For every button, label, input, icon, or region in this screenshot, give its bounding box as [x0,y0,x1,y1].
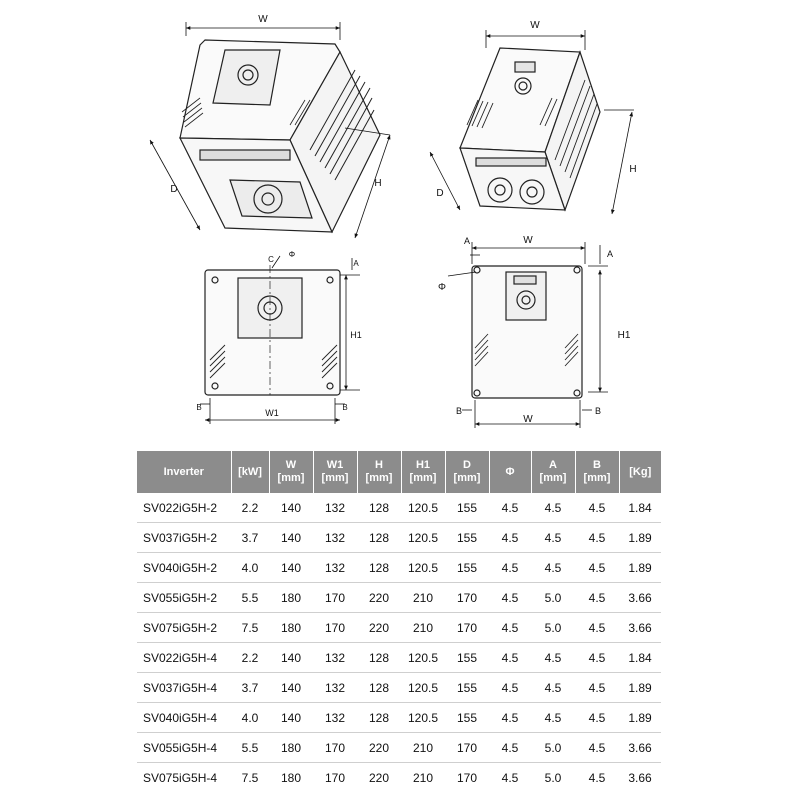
value-cell: 210 [401,583,445,613]
value-cell: 1.84 [619,493,661,523]
value-cell: 1.89 [619,673,661,703]
value-cell: 132 [313,523,357,553]
label-w-top-bottom-right: W [523,235,533,246]
model-cell: SV055iG5H-2 [137,583,231,613]
column-header-label: D [463,459,471,471]
value-cell: 132 [313,553,357,583]
value-cell: 220 [368,770,390,785]
column-header [137,451,231,493]
value-cell: 132 [313,673,357,703]
column-header-unit: [mm] [409,472,437,484]
value-cell: 140 [269,493,313,523]
label-d-top-left: D [170,184,178,195]
value-cell: 4.5 [531,493,575,523]
value-cell: 4.5 [501,770,519,785]
value-cell: 180 [269,733,313,763]
table-row [137,763,661,793]
value-cell: 5.5 [231,733,269,763]
value-cell: 120.5 [401,553,445,583]
value-cell: 140 [269,703,313,733]
label-b-right-bottom-right: B [594,406,602,416]
label-b-left-bottom-left: B [196,403,202,412]
value-cell: 4.5 [531,553,575,583]
value-cell: 210 [412,770,434,785]
column-header-unit: [mm] [277,472,305,484]
label-h1-bottom-right: H1 [617,330,631,341]
table-row [137,583,661,613]
value-cell: 120.5 [401,673,445,703]
value-cell: 7.5 [241,770,259,785]
label-phi-bottom-right: Φ [438,282,446,293]
column-header [401,451,445,493]
value-cell: 3.66 [619,583,661,613]
table-body [137,493,661,792]
value-cell: 4.5 [575,733,619,763]
column-header-label: W [285,459,297,471]
value-cell: 5.5 [231,583,269,613]
column-header-label: [Kg] [629,465,652,478]
column-header-unit: [mm] [365,472,393,484]
value-cell: 3.66 [628,770,652,785]
value-cell: 3.66 [619,613,661,643]
value-cell: 4.5 [575,553,619,583]
model-cell: SV075iG5H-4 [143,770,218,785]
value-cell: 170 [313,613,357,643]
column-header-unit: [mm] [583,472,611,484]
table-row [137,733,661,763]
value-cell: 3.7 [231,523,269,553]
value-cell: 2.2 [231,643,269,673]
value-cell: 128 [357,553,401,583]
value-cell: 210 [401,613,445,643]
value-cell: 4.5 [531,523,575,553]
table-row [137,673,661,703]
value-cell: 4.5 [489,493,531,523]
column-header [575,451,619,493]
value-cell: 4.5 [575,673,619,703]
value-cell: 4.5 [531,643,575,673]
column-header-unit: [mm] [539,472,567,484]
label-h-top-right: H [629,164,637,175]
value-cell: 5.0 [544,770,562,785]
value-cell: 4.5 [575,643,619,673]
value-cell: 155 [445,673,489,703]
value-cell: 140 [269,523,313,553]
label-a-left-bottom-right: A [463,236,471,246]
value-cell: 4.5 [575,493,619,523]
column-header [313,451,357,493]
value-cell: 4.5 [531,673,575,703]
value-cell: 155 [445,493,489,523]
value-cell: 4.5 [489,643,531,673]
label-c-bottom-left: C [268,255,274,264]
table-row [137,493,661,523]
table-header [137,451,661,493]
value-cell: 4.0 [231,553,269,583]
value-cell: 155 [445,523,489,553]
spec-table-container [137,451,661,792]
model-cell: SV040iG5H-4 [137,703,231,733]
model-cell: SV055iG5H-4 [137,733,231,763]
label-a-bottom-left: A [353,259,359,268]
value-cell: 4.5 [489,553,531,583]
label-phi-bottom-left: Φ [288,250,296,259]
value-cell: 7.5 [231,613,269,643]
model-cell: SV037iG5H-4 [137,673,231,703]
value-cell: 4.5 [489,583,531,613]
column-header-label: A [549,459,557,471]
column-header-label: H1 [415,459,431,471]
table-row [137,643,661,673]
column-header-label: H [375,459,383,471]
label-h-top-left: H [374,178,382,189]
value-cell: 155 [445,703,489,733]
value-cell: 4.5 [489,523,531,553]
value-cell: 5.0 [531,733,575,763]
column-header [531,451,575,493]
column-header [231,451,269,493]
isometric-view-large [460,48,600,210]
column-header-unit: [mm] [453,472,481,484]
table-row [137,523,661,553]
label-w-top-right: W [530,20,540,31]
value-cell: 4.5 [575,703,619,733]
value-cell: 170 [445,583,489,613]
value-cell: 180 [280,770,302,785]
value-cell: 5.0 [531,613,575,643]
value-cell: 170 [445,613,489,643]
column-header-label: [kW] [238,465,262,478]
value-cell: 4.0 [231,703,269,733]
front-view-large [472,266,582,398]
table-row [137,553,661,583]
value-cell: 5.0 [531,583,575,613]
value-cell: 1.89 [619,523,661,553]
label-b-right-bottom-left: B [342,403,348,412]
value-cell: 170 [324,770,346,785]
value-cell: 140 [269,643,313,673]
value-cell: 3.7 [231,673,269,703]
value-cell: 4.5 [588,770,606,785]
value-cell: 180 [269,613,313,643]
label-a-right-bottom-right: A [606,249,614,259]
value-cell: 220 [357,613,401,643]
model-cell: SV075iG5H-2 [137,613,231,643]
value-cell: 220 [357,583,401,613]
value-cell: 170 [445,733,489,763]
label-w-top-left: W [258,14,268,25]
value-cell: 170 [313,583,357,613]
value-cell: 180 [269,583,313,613]
value-cell: 1.89 [619,553,661,583]
column-header [445,451,489,493]
value-cell: 210 [401,733,445,763]
column-header-label: W1 [326,459,344,471]
table-row [137,703,661,733]
value-cell: 4.5 [489,673,531,703]
column-header-label: Φ [505,465,515,478]
header-row [137,451,661,493]
model-cell: SV040iG5H-2 [137,553,231,583]
value-cell: 1.84 [619,643,661,673]
column-header-unit: [mm] [321,472,349,484]
column-header [357,451,401,493]
value-cell: 170 [456,770,478,785]
model-cell: SV022iG5H-2 [137,493,231,523]
column-header-label: B [593,459,601,471]
label-h1-bottom-left: H1 [350,330,362,340]
value-cell: 120.5 [401,643,445,673]
value-cell: 140 [269,673,313,703]
value-cell: 132 [313,643,357,673]
value-cell: 120.5 [401,523,445,553]
value-cell: 4.5 [575,613,619,643]
value-cell: 128 [357,523,401,553]
table-row [137,613,661,643]
value-cell: 155 [445,643,489,673]
value-cell: 132 [313,493,357,523]
value-cell: 155 [445,553,489,583]
value-cell: 170 [313,733,357,763]
value-cell: 2.2 [231,493,269,523]
value-cell: 128 [357,673,401,703]
label-b-left-bottom-right: B [455,406,463,416]
value-cell: 1.89 [619,703,661,733]
value-cell: 4.5 [575,523,619,553]
model-cell: SV022iG5H-4 [137,643,231,673]
column-header-label: Inverter [163,465,204,478]
value-cell: 4.5 [531,703,575,733]
value-cell: 128 [357,703,401,733]
isometric-view-small [180,40,380,232]
value-cell: 4.5 [489,703,531,733]
value-cell: 140 [269,553,313,583]
front-view-small [205,265,340,395]
value-cell: 120.5 [401,493,445,523]
label-w1-bottom-left: W1 [265,408,279,418]
value-cell: 132 [313,703,357,733]
model-cell: SV037iG5H-2 [137,523,231,553]
dimension-spec-table [137,451,661,792]
value-cell: 128 [357,643,401,673]
value-cell: 4.5 [489,613,531,643]
column-header [269,451,313,493]
value-cell: 220 [357,733,401,763]
value-cell: 4.5 [575,583,619,613]
column-header [619,451,661,493]
value-cell: 120.5 [401,703,445,733]
label-d-top-right: D [436,188,444,199]
value-cell: 4.5 [489,733,531,763]
value-cell: 3.66 [619,733,661,763]
label-w-bottom-bottom-right: W [523,414,533,425]
value-cell: 128 [357,493,401,523]
column-header [489,451,531,493]
